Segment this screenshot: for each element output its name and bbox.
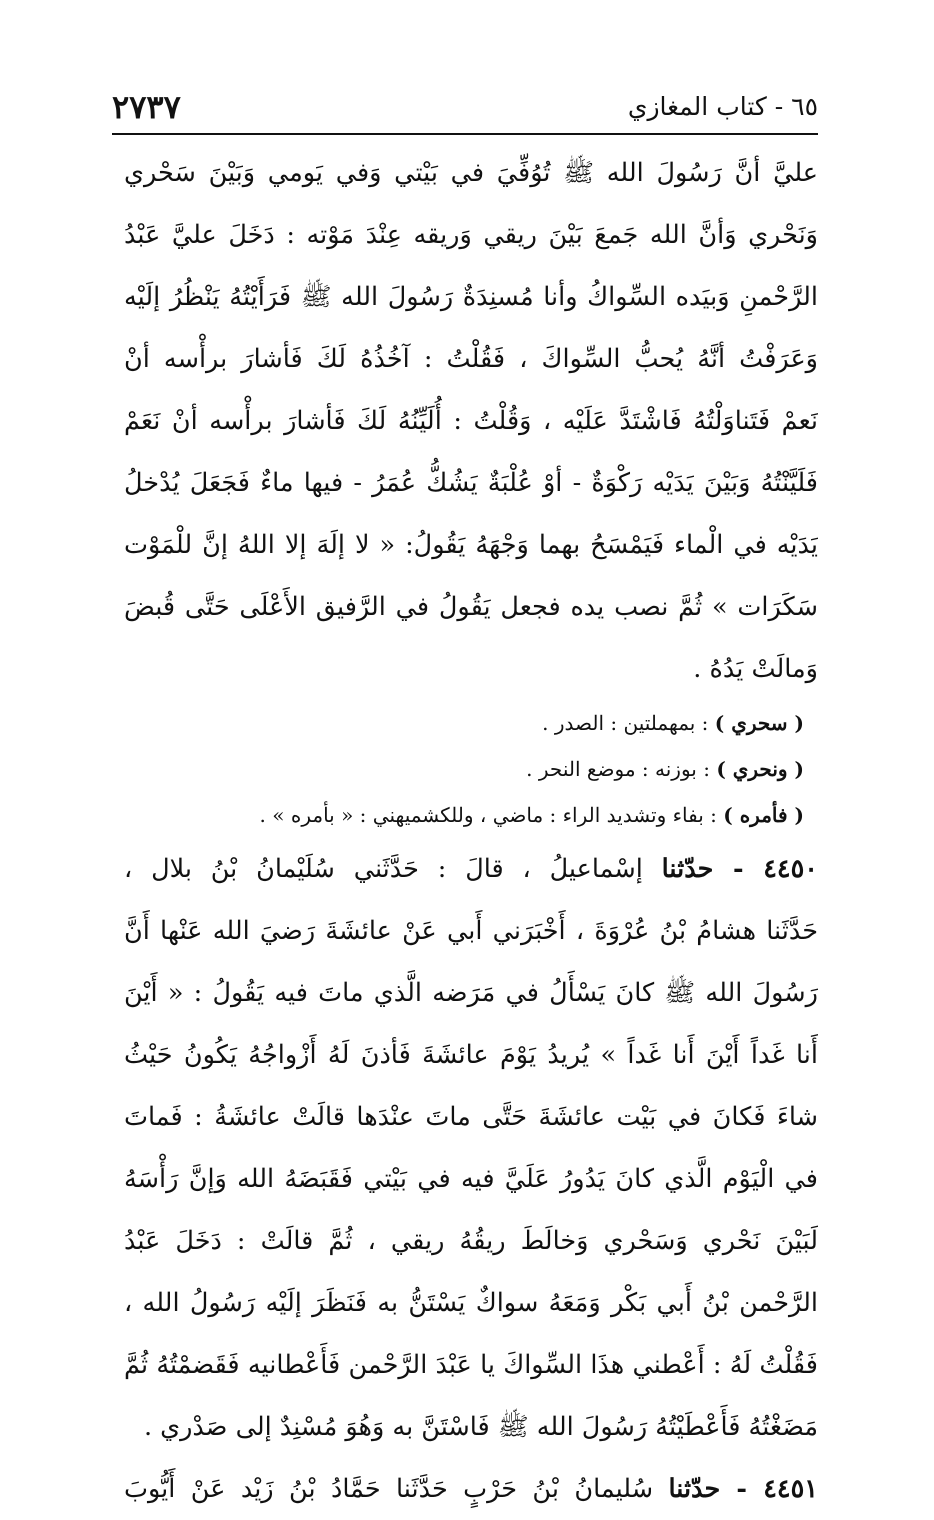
page-header [112,88,818,132]
glossary-note [124,792,818,838]
text-line: نَعمْ فَتَناوَلْتُهُ فَاشْتَدَّ عَلَيْه ، وَقُلْتُ : أُلَيِّنُهُ لَكَ فَأشارَ برأْسه أنْ نَعَمْ [124,406,818,436]
text-line: لَبَيْنَ نَحْري وَسَحْري وَخالَطَ ريقُهُ ريقي ، ثُمَّ قالَتْ : دَخَلَ عَبْدُ [124,1226,818,1256]
hadith-number: ٤٤٥٠ - حدّثنا [661,854,818,884]
header-rule [112,133,818,135]
text-line: فَقُلْتُ لَهُ : أَعْطني هذَا السِّواكَ يا عَبْدَ الرَّحْمن فَأَعْطانيه فَقَضمْتُهُ ثُمَّ [124,1350,818,1380]
glossary-definition: : بفاء وتشديد الراء : ماضي ، وللكشميهني : « بأمره » . [259,803,724,827]
hadith-4451 [124,1458,818,1520]
text-line: وَنَحْري وَأنَّ الله جَمعَ بَيْنَ ريقي وَريقه عِنْدَ مَوْته : دَخَلَ عليَّ عَبْدُ [124,220,818,250]
text-line: شاءَ فَكانَ في بَيْت عائشَةَ حَتَّى ماتَ عنْدَها قالَتْ عائشَةُ : فَماتَ [124,1102,818,1132]
text-line: فَلَيَّنْتُهُ وَبَيْنَ يَدَيْه رَكْوَةٌ - أوْ عُلْبَةٌ يَشُكُّ عُمَرُ - فيها ماءٌ فَجَعَلَ يُدْخلُ [124,468,818,498]
glossary-term: ( فأمره ) [723,803,804,827]
text-line: أَنا غَداً أَيْنَ أَنا غَداً » يُريدُ يَوْمَ عائشَةَ فَأذنَ لَهُ أَزْواجُهُ يَكُونُ حَيْثُ [124,1040,818,1070]
text-line: وَمالَتْ يَدُهُ . [693,654,818,684]
page-number: ٢٧٣٧ [112,88,181,126]
glossary-term: ( ونحري ) [716,757,804,781]
text-line: سَكَرَات » ثُمَّ نصب يده فجعل يَقُولُ في الرَّفيق الأَعْلَى حَتَّى قُبضَ [124,592,818,622]
text-line: يَدَيْه في الْماء فَيَمْسَحُ بهما وَجْهَهُ يَقُولُ: « لا إلَهَ إلا اللهُ إنَّ للْمَوْت [124,530,818,560]
hadith-text: إسْماعيلُ ، قالَ : حَدَّثَني سُلَيْمانُ بْنُ بلال ، [124,854,662,884]
text-line [124,838,818,900]
glossary-term: ( سحري ) [714,711,804,735]
glossary-note [124,700,818,746]
text-line: الرَّحْمن بْنُ أَبي بَكْر وَمَعَهُ سواكٌ يَسْتَنُّ به فَنَظَرَ إلَيْه رَسُولُ الله ، [124,1288,818,1318]
text-line: عليَّ أنَّ رَسُولَ الله ﷺ تُوُفِّيَ في بَيْتي وَفي يَومي وَبَيْنَ سَحْري [124,158,818,188]
glossary-notes [124,700,818,838]
glossary-definition: : بمهملتين : الصدر . [542,711,715,735]
text-line: مَضَغْتُهُ فَأَعْطَيْتُهُ رَسُولَ الله ﷺ فَاسْتَنَّ به وَهُوَ مُسْنِدٌ إلى صَدْري . [143,1412,818,1442]
running-title: ٦٥ - كتاب المغازي [627,92,818,121]
page-body [124,142,818,1504]
hadith-4450 [124,838,818,1458]
text-line: حَدَّثَنا هشامُ بْنُ عُرْوَةَ ، أَخْبَرَني أَبي عَنْ عائشَةَ رَضيَ الله عَنْها أَنَّ [124,916,818,946]
glossary-definition: : بوزنه : موضع النحر . [526,757,717,781]
passage-continuation [124,142,818,700]
text-line: في الْيَوْم الَّذي كانَ يَدُورُ عَلَيَّ فيه في بَيْتي فَقَبَضَهُ الله وَإنَّ رَأْسَهُ [124,1164,818,1194]
text-line: وَعَرَفْتُ أنَّهُ يُحبُّ السِّواكَ ، فَقُلْتُ : آخُذُهُ لَكَ فَأشارَ برأْسه أنْ [124,344,818,374]
text-line: الرَّحْمنِ وَبيَده السِّواكُ وأنا مُسنِدَةٌ رَسُولَ الله ﷺ فَرَأَيْتُهُ يَنْظُرُ إلَيْه [124,282,818,312]
glossary-note [124,746,818,792]
hadith-number: ٤٤٥١ - حدّثنا [668,1474,818,1504]
text-line [124,1458,818,1520]
hadith-text: سُليمانُ بْنُ حَرْبٍ حَدَّثَنا حَمَّادُ بْنُ زَيْد عَنْ أَيُّوبَ [124,1474,669,1504]
text-line: رَسُولَ الله ﷺ كانَ يَسْأَلُ في مَرَضه الَّذي ماتَ فيه يَقُولُ : « أَيْنَ [124,978,818,1008]
